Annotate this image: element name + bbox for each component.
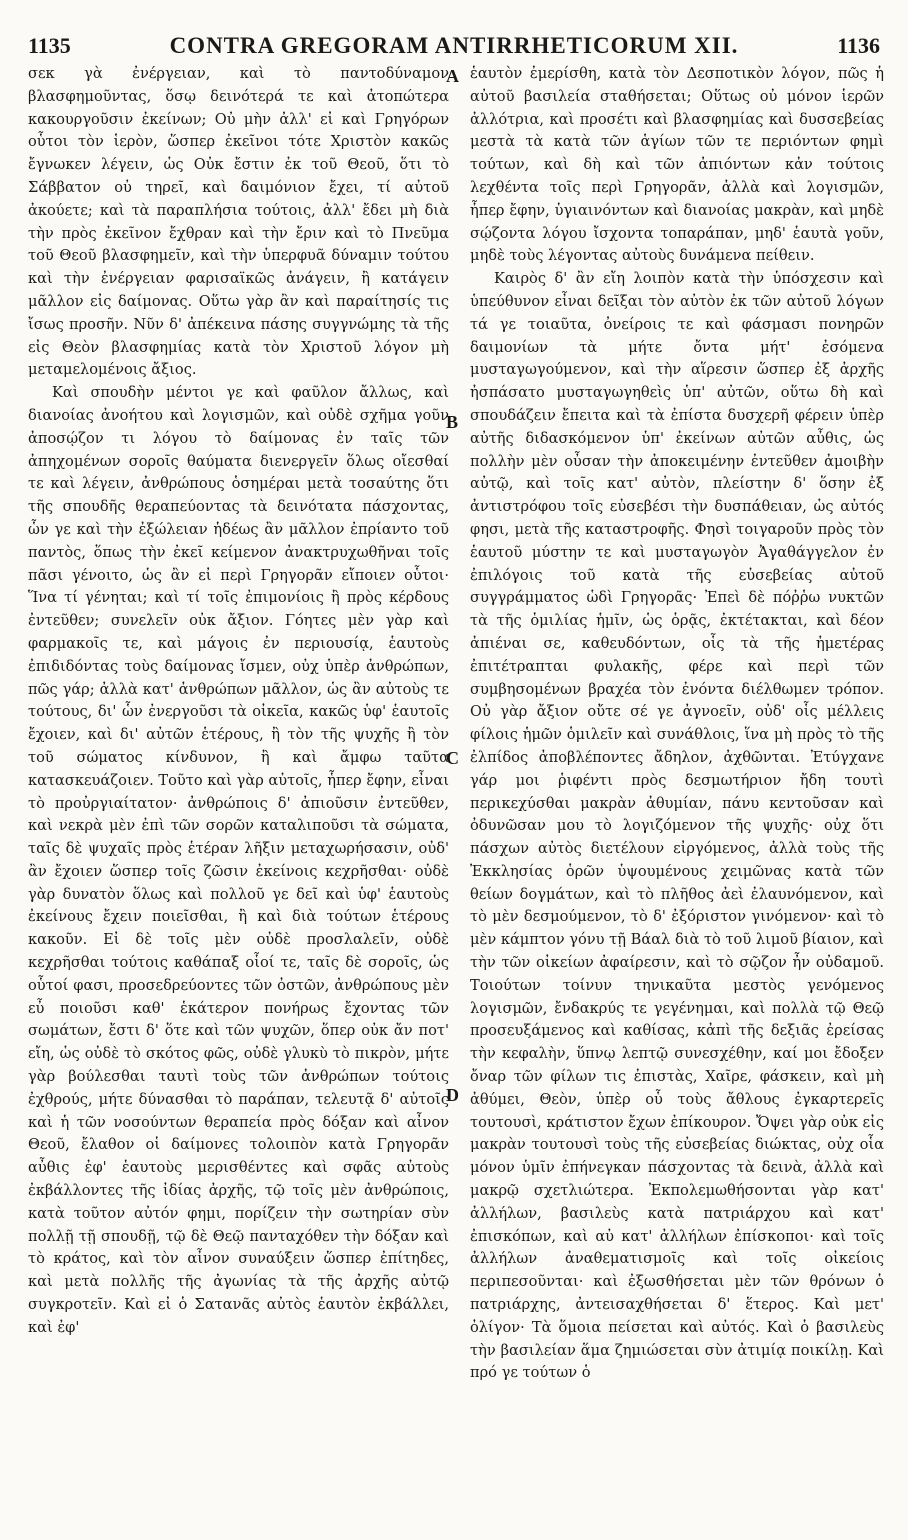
- paragraph: Καιρὸς δ' ἂν εἴη λοιπὸν κατὰ τὴν ὑπόσχεσιν καὶ ὑπεύθυνον εἶναι δεῖξαι τὸν αὐτὸν ἐκ τῶν αὐτοῦ λόγων τά γε τοιαῦτα, ὀνείροις τε καὶ φάσμασι πονηρῶν δαιμονίων τὰ μήτε ὄντα μήτ' ἐσόμενα μυσταγωγούμενον, καὶ τὴν αἵρεσιν ὥσπερ ἐξ ἀρχῆς ἠσπάσατο μυσταγωγηθεὶς ὑπ' αὐτῶν, οὕτω δὴ καὶ σπουδάζειν ἔπειτα καὶ τὰ ἐπίστα δυσχερῆ φέρειν ὑπὲρ αὐτῆς διδασκόμενον ὑπ' ἐκείνων αὐτῶν αὖθις, ὡς πολλὴν μὲν οὖσαν τὴν ἀποκειμένην ἐντεῦθεν ἀμοιβὴν αὐτῷ, καὶ τοῖς κατ' αὐτὸν, πλείστην δ' ὅσην ἐξ ἀντιστρόφου τοῖς εὐσεβέσι τὴν δυσπάθειαν, ὡς αὐτός φησι, μετὰ τῆς καταστροφῆς. Φησὶ τοιγαροῦν πρὸς τὸν ἑαυτοῦ μύστην τε καὶ μυσταγωγὸν Ἀγαθάγγελον ἐν ἐπιλόγοις τοῦ κατὰ τῆς εὐσεβείας αὐτοῦ συγγράμματος ὡδὶ Γρηγορᾶς· Ἐπεὶ δὲ πόῤῥω νυκτῶν τὰ τῆς ὁμιλίας ἡμῖν, ὡς ὁρᾷς, ἐκτέτακται, καὶ δέον ἀπιέναι σε, καθευδόντων, οἷς τὰ τῆς ἡμετέρας ἐπιτέτραπται φυλακῆς, φέρε καὶ περὶ τῶν συμβησομένων βραχέα τὸν ἐνόντα διέλθωμεν τρόπον. Οὐ γὰρ ἄξιον οὔτε σέ γε ἀγνοεῖν, οὐδ' οἷς μέλλεις φίλοις ἡμῶν ὁμιλεῖν καὶ συνάθλοις, ἵνα μὴ πρὸς τὸ τῆς ἐλπίδος ἀποβλέποντες ἄδηλον, ἀχθῶνται. Ἐτύγχανε γάρ μοι ῥιφέντι πρὸς δεσμωτήριον ἤδη τουτὶ περικεχύσθαι μακρὰν ἀθυμίαν, πάνυ κεντοῦσαν καὶ ὀδυνῶσαν μου τὸ λογιζόμενον τῆς ψυχῆς· οὐχ ὅτι πάσχων αὐτὸς διετέλουν εἰργόμενος, ἀλλὰ τοὺς τῆς Ἐκκλησίας ὁρῶν ὑψουμένους χειμῶνας κατὰ τῶν θείων δογμάτων, καὶ τὸ πλῆθος ἀεὶ ἐλαυνόμενον, καὶ τὸ μὲν δεσμούμενον, τὸ δ' ἐξόριστον γινόμενον· καὶ τὸ μὲν κάμπτον γόνυ τῇ Βάαλ διὰ τὸ τοῦ λιμοῦ βίαιον, καὶ τὴν τῶν οἰκείων ἀφαίρεσιν, καὶ τὸ σῷζον ἦν οὐδαμοῦ. Τοιούτων τοίνυν τηνικαῦτα μεστὸς γενόμενος λογισμῶν, ἔνδακρύς τε γεγένημαι, καὶ πολλὰ τῷ Θεῷ προσευξάμενος καὶ καθίσας, κἀπὶ τῆς δεξιᾶς ἐρείσας τὴν κεφαλὴν, ὕπνῳ λεπτῷ συνεσχέθην, καί μοι ἔδοξεν ὄναρ τῶν φίλων τις ἐπιστὰς, Χαῖρε, φάσκειν, καὶ μὴ ἀθύμει, Θεὸν, ὑπὲρ οὗ τοὺς ἄθλους ἐγκαρτερεῖς τουτουσὶ, κράτιστον ἔχων ἐπίκουρον. Ὄψει γὰρ οὐκ εἰς μακρὰν τουτουσὶ τοὺς τῆς εὐσεβείας διώκτας, οὐχ οἷα μόνον ὑμῖν ἐπήνεγκαν πάσχοντας τὰ δεινὰ, ἀλλὰ καὶ μακρῷ σχετλιώτερα. Ἐκπολεμωθήσονται γὰρ κατ' ἀλλήλων, βασιλεὺς κατὰ πατριάρχου καὶ κατ' ἐπισκόπων, καὶ αὐ κατ' ἀλλήλων ἐπίσκοποι· καὶ τοῖς ἀλλήλων ἀναθεματισμοῖς καὶ τοῖς οἰκείοις περιπεσοῦνται· καὶ ἐξωσθήσεται μὲν τῶν θρόνων ὁ πατριάρχης, ἀντεισαχθήσεται δ' ἕτερος. Καὶ μετ' ὀλίγον· Τὰ ὅμοια πείσεται καὶ αὐτός. Καὶ ὁ βασιλεὺς τὴν βασιλείαν ἅμα ζημιώσεται σὺν ἀτιμίᾳ ποικίλῃ. Καὶ πρό γε τούτων ὁ: [470, 270, 884, 1382]
- margin-marker-c: C: [446, 748, 459, 768]
- paragraph: ἑαυτὸν ἐμερίσθη, κατὰ τὸν Δεσποτικὸν λόγον, πῶς ἡ αὐτοῦ βασιλεία σταθήσεται; Οὕτως οὐ μόνον ἱερῶν ἀλλότρια, καὶ προσέτι καὶ βλασφημίας καὶ δυσσεβείας μεστὰ τὰ κατὰ τῶν ἁγίων τῶν τε περιόντων φημὶ τούτων, καὶ δὴ καὶ τῶν ἀπιόντων κἀν τούτοις λεχθέντα τοῖς περὶ Γρηγορᾶν, ἀλλὰ καὶ λογισμῶν, ἧπερ ἔφην, ὑγιαινόντων καὶ διανοίας μακρὰν, καὶ μηδὲ σῴζοντα λόγου ἴσχοντα τοπαράπαν, μηδ' ἑαυτὰ γοῦν, μηδὲ τοὺς λέγοντας αὐτοὺς δυνάμενα πείθειν.: [470, 65, 884, 265]
- page-number-right: 1136: [837, 33, 880, 58]
- left-column: [28, 63, 449, 1513]
- margin-marker-d: D: [446, 1085, 459, 1105]
- right-column: [470, 63, 884, 1513]
- running-title: CONTRA GREGORAM ANTIRRHETICORUM XII.: [169, 33, 739, 58]
- margin-marker-a: A: [446, 66, 459, 86]
- paragraph: σεκ γὰ ἐνέργειαν, καὶ τὸ παντοδύναμον βλασφημοῦντας, ὅσῳ δεινότερά τε καὶ ἀτοπώτερα κακουργοῦσιν ἐκείνων; Οὐ μὴν ἀλλ' εἰ καὶ Γρηγόρων οὗτοι τὸν ἱερὸν, ὥσπερ ἐκεῖνοι τότε Χριστὸν κακῶς ἔγνωκεν λέγειν, ὡς Οὐκ ἔστιν ἐκ τοῦ Θεοῦ, ὅτι τὸ Σάββατον οὐ τηρεῖ, καὶ δαιμόνιον ἔχει, τί αὐτοῦ ἀκούετε; καὶ τὰ παραπλήσια τούτοις, ἀλλ' ἔδει μὴ διὰ τὴν πρὸς ἐκεῖνον ἔχθραν καὶ τὴν ἔριν καὶ τὸ Πνεῦμα τοῦ Θεοῦ βλασφημεῖν, καὶ τὴν ὑπερφυᾶ δύναμιν τούτου καὶ τὴν ἐνέργειαν φαρισαϊκῶς ἀνάγειν, ἢ κατάγειν μᾶλλον εἰς δαίμονας. Οὕτω γὰρ ἂν καὶ παραίτησίς τις ἴσως προσῆν. Νῦν δ' ἀπέκεινα πάσης συγγνώμης τὰ τῆς εἰς Θεὸν βλασφημίας κατὰ τὸν Χριστοῦ λόγον μὴ μεταμελομένοις ἄξιος.: [28, 65, 449, 379]
- page-number-left: 1135: [28, 33, 71, 58]
- paragraph: Καὶ σπουδὴν μέντοι γε καὶ φαῦλον ἄλλως, καὶ διανοίας ἀνοήτου καὶ λογισμῶν, καὶ οὐδὲ σχῆμα γοῦν ἀποσῴζον τι λόγου τὸ δαίμονας ἐν ταῖς τῶν ἀπηχομένων σοροῖς θαύματα διενεργεῖν ὅλως οἴεσθαί τε καὶ λέγειν, ἀνθρώπους ὁσημέραι μετὰ τοσαύτης ὅτι τῆς σπουδῆς θεραπεύοντας τὰ δεινότατα πάσχοντας, ὧν γε καὶ τὴν ἐξώλειαν ἡδέως ἂν μᾶλλον ἐπρίαντο τοῦ παντὸς, ὅπως τὴν ἐκεῖ κείμενον ἀνακτρυχωθῆναι τοῖς πᾶσι γένοιτο, ὡς ἂν εἰ περὶ Γρηγορᾶν εἴποιεν οὗτοι· Ἵνα τί γένηται; καὶ τί τοῖς ἐπιμονίοις ἢ πρὸς κέρδους ἐντεῦθεν; συνελεῖν οὐκ ἄξιον. Γόητες μὲν γὰρ καὶ φαρμακοῖς τε, καὶ μάγοις ἐν περιουσίᾳ, ἑαυτοὺς ἐπιδιδόντας τοὺς δαίμονας ἴσμεν, οὐχ ὑπὲρ ἀνθρώπων, πῶς γάρ; ἀλλὰ κατ' ἀνθρώπων μᾶλλον, ὡς ἂν αὐτοὺς τε τούτους, δι' ὧν ἐνεργοῦσι τὰ οἰκεῖα, κακῶς ὑφ' ἑαυτοῖς ἔχοιεν, καὶ δι' αὐτῶν ἑτέρους, ἢ τὸν τῆς ψυχῆς ἢ τὸν τοῦ σώματος κίνδυνον, ἢ καὶ ἄμφω ταῦτα κατασκευάζοιεν. Τοῦτο καὶ γὰρ αὐτοῖς, ἧπερ ἔφην, εἶναι τὸ προὐργιαίτατον· ἀνθρώποις δ' ἀπιοῦσιν ἐντεῦθεν, καὶ νεκρὰ μὲν ἐπὶ τῶν σορῶν καταλιποῦσι τὰ σώματα, ταῖς δὲ ψυχαῖς πρὸς ἑτέραν λῆξιν μεταχωρήσασιν, οὐδ' ἂν ἔχοιεν ὥσπερ τοῖς ζῶσιν ἐκείνοις κεχρῆσθαι· οὐδὲ γὰρ δυνατὸν ὅλως καὶ πολλοῦ γε δεῖ καὶ ὑφ' ἑαυτοὺς ἐκείνους ἔχειν ποιεῖσθαι, ἢ καὶ διὰ τούτων ἑτέρους κακοῦν. Εἰ δὲ τοῖς μὲν οὐδὲ προσλαλεῖν, οὐδὲ κεχρῆσθαι τούτοις καθάπαξ οἷοί τε, ταῖς δὲ σοροῖς, ὡς οὗτοί φασι, προσεδρεύοντες τῶν ὀστῶν, ἀνθρώπους μὲν εὖ ποιοῦσι καθ' ἑκάτερον πονήρως ἔχοντας τῶν σωμάτων, ἔστι δ' ὅτε καὶ τῶν ψυχῶν, ὅπερ οὐκ ἄν ποτ' εἴη, ὡς οὐδὲ τὸ σκότος φῶς, οὐδὲ γλυκὺ τὸ πικρὸν, μήτε γὰρ βούλεσθαι ταυτὶ τοὺς τῶν ἀνθρώπων τούτοις ἐχθρούς, μήτε δύνασθαι τὸ παράπαν, τελευτᾷ δ' αὐτοῖς καὶ ἡ τῶν νοσούντων θεραπεία πρὸς δόξαν καὶ αἶνον Θεοῦ, ἔλαθον οἱ δαίμονες τολοιπὸν κατὰ Γρηγορᾶν αὖθις ἐφ' ἑαυτοὺς μερισθέντες καὶ σφᾶς αὐτοὺς ἐκβάλλοντες τῆς ἰδίας ἀρχῆς, τῷ τοῖς μὲν ἀνθρώποις, κατὰ τοῦτον αὐτόν φημι, πορίζειν τὴν σωτηρίαν σὺν πολλῇ τῇ σπουδῇ, τῷ δὲ Θεῷ πανταχόθεν τὴν δόξαν καὶ τὸ κράτος, καὶ τὸν αἶνον συναύξειν ὥσπερ ἐπίτηδες, καὶ μετὰ πολλῆς τῆς ἀγωνίας τὰ τῆς ἀρχῆς αὐτῷ συγκροτεῖν. Καὶ εἰ ὁ Σατανᾶς αὐτὸς ἑαυτὸν ἐκβάλλει, καὶ ἐφ': [28, 384, 449, 1336]
- margin-marker-b: B: [446, 412, 459, 432]
- page-header: [28, 26, 880, 66]
